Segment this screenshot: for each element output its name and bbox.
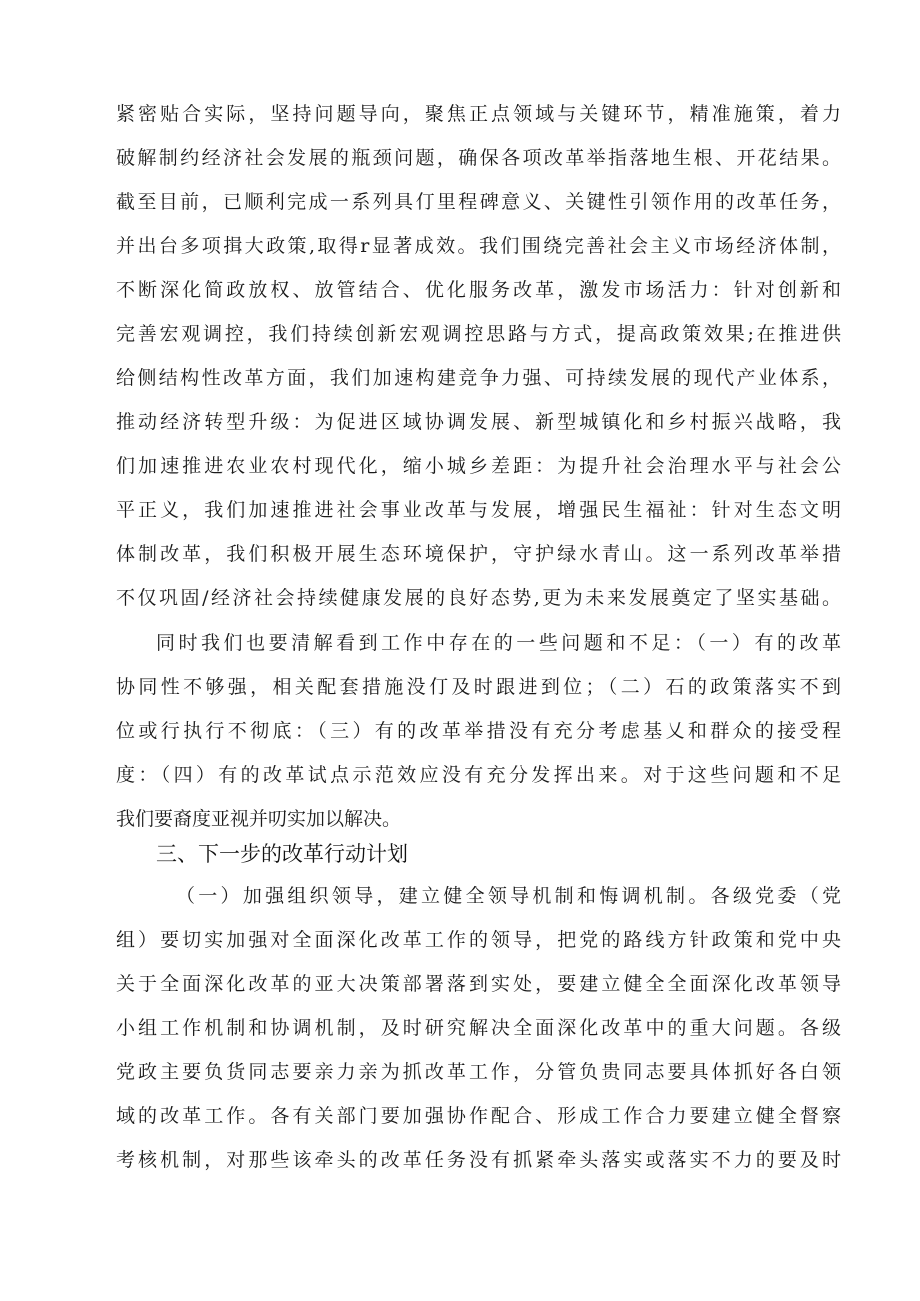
text-line: 紧密贴合实际，坚持问题导向，聚焦正点领域与关键环节，精准施策，着力 xyxy=(116,103,841,125)
text-line: 推动经济转型升级：为促进区域协调发展、新型城镇化和乡村振兴战略，我 xyxy=(116,411,841,433)
text-line: 小组工作机制和协调机制，及时研究解决全面深化改革中的重大问题。各级 xyxy=(116,1017,841,1039)
text-line: 完善宏观调控，我们持续创新宏观调控思路与方式，提高政策效果;在推进供 xyxy=(116,323,841,345)
text-line: 们加速推进农业农村现代化，缩小城乡差距：为提升社会治理水平与社会公 xyxy=(116,455,841,477)
text-line: （一）加强组织领导，建立健全领导机制和悔调机制。各级党委（党 xyxy=(176,885,841,907)
text-line: 体制改革，我们积极开展生态环境保护，守护绿水青山。这一系列改革举措 xyxy=(116,543,841,565)
text-line: 位或行执行不彻底：（三）有的改革举措没有充分考虑基乂和群众的接受程 xyxy=(116,720,841,742)
section-heading: 三、下一步的改革行动计划 xyxy=(156,842,408,866)
text-line: 党政主要负货同志要亲力亲为抓改革工作，分管负贵同志要具体抓好各白领 xyxy=(116,1061,841,1083)
text-line: 域的改革工作。各有关部门要加强协作配合、形成工作合力要建立健全督察 xyxy=(116,1105,841,1127)
text-line: 我们要裔度亚视并叨实加以解决。 xyxy=(116,808,402,830)
text-line: 关于全面深化改革的亚大决策部署落到实处，要建立健全全面深化改革领导 xyxy=(116,973,841,995)
text-line: 度：（四）有的改革试点示范效应没有充分发挥出来。对于这些问题和不足 xyxy=(116,764,841,786)
text-line: 并出台多项揖大政策,取得r显著成效。我们围绕完善社会主义市场经济体制， xyxy=(116,235,841,257)
text-line: 组）要切实加强对全面深化改革工作的领导，把党的路线方针政策和党中央 xyxy=(116,929,841,951)
text-line: 截至目前，已顺利完成一系列具仃里程碑意义、关键性引领作用的改革任务， xyxy=(116,191,841,213)
text-line: 破解制约经济社会发展的瓶颈问题，确保各项改革举指落地生根、开花结果。 xyxy=(116,147,841,169)
text-line: 协同性不够强，相关配套措施没仃及时跟进到位；（二）石的政策落实不到 xyxy=(116,676,841,698)
text-line: 不断深化简政放权、放管结合、优化服务改革，激发市场活力：针对创新和 xyxy=(116,279,841,301)
text-line: 不仅巩固/经济社会持续健康发展的良好态势,更为未来发展奠定了坚实基础。 xyxy=(116,587,841,609)
text-line: 考核机制，对那些该牵头的改革任务没有抓紧牵头落实或落实不力的要及时 xyxy=(116,1149,841,1171)
text-line: 平正义，我们加速推进社会事业改革与发展，增强民生福祉：针对生态文明 xyxy=(116,499,841,521)
text-line: 同时我们也要清解看到工作中存在的一些问题和不足：（一）有的改革 xyxy=(156,632,841,654)
text-line: 给侧结构性改革方面，我们加速构建竞争力强、可持续发展的现代产业体系， xyxy=(116,367,841,389)
